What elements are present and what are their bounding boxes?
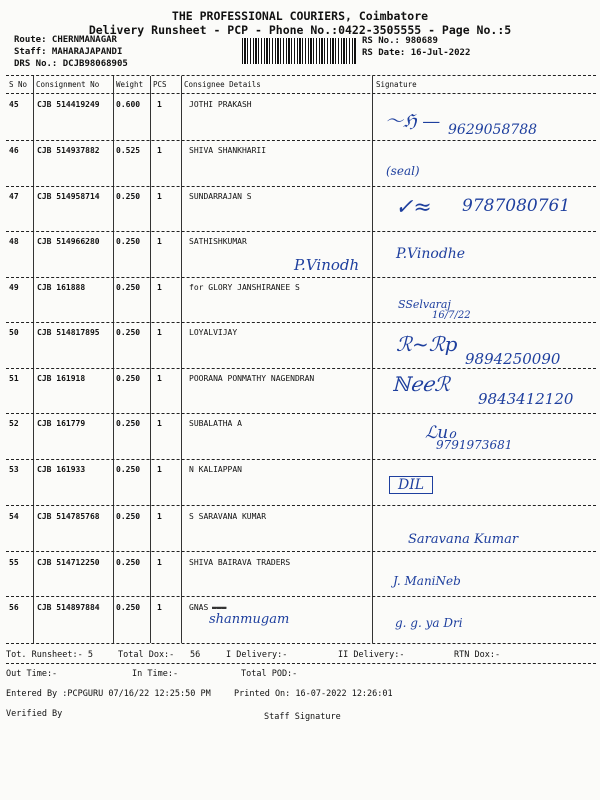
column-divider <box>372 76 373 643</box>
row-signature: Saravana Kumar <box>408 532 519 547</box>
col-consignment: Consignment No <box>36 80 100 89</box>
handwritten-receiver-name: P.Vinodh <box>294 256 360 274</box>
row-signature: J. ManiNeb <box>393 574 461 588</box>
row-rule <box>6 186 596 187</box>
row-sno: 53 <box>9 465 19 474</box>
row-sno: 49 <box>9 283 19 292</box>
rs-date: RS Date: 16-Jul-2022 <box>362 48 471 58</box>
staff-label: Staff: MAHARAJAPANDI <box>14 47 123 57</box>
row-sno: 46 <box>9 146 19 155</box>
row-consignment: CJB 514785768 <box>37 512 100 521</box>
col-consignee: Consignee Details <box>184 80 261 89</box>
row-pcs: 1 <box>157 512 162 521</box>
entered-by: Entered By :PCPGURU 07/16/22 12:25:50 PM <box>6 689 211 699</box>
row-pcs: 1 <box>157 374 162 383</box>
row-sno: 55 <box>9 558 19 567</box>
handwritten-signature: ℛ~ℛp <box>396 332 458 356</box>
row-consignment: CJB 161888 <box>37 283 86 292</box>
row-consignment: CJB 514958714 <box>37 192 100 201</box>
column-divider <box>33 76 34 643</box>
handwritten-receiver-name: shanmugam <box>209 612 290 627</box>
row-consignment: CJB 514897884 <box>37 603 100 612</box>
ii-delivery: II Delivery:- <box>338 650 405 660</box>
row-consignee: S SARAVANA KUMAR <box>189 512 267 521</box>
row-signature: g. g. ya Dri <box>395 616 463 630</box>
row-rule <box>6 596 596 597</box>
col-weight: Weight <box>116 80 144 89</box>
row-weight: 0.525 <box>116 146 141 155</box>
runsheet-title: Delivery Runsheet - PCP - Phone No.:0422-3505555 - Page No.:5 <box>88 23 512 37</box>
row-consignee: for GLORY JANSHIRANEE S <box>189 283 300 292</box>
row-sno: 50 <box>9 328 19 337</box>
col-pcs: PCS <box>153 80 167 89</box>
column-divider <box>150 76 151 643</box>
row-pcs: 1 <box>157 100 162 109</box>
row-rule <box>6 277 596 278</box>
row-weight: 0.250 <box>116 419 141 428</box>
row-pcs: 1 <box>157 146 162 155</box>
handwritten-signature: SSelvaraj <box>398 298 451 311</box>
row-signature: 9843412120 <box>478 390 574 408</box>
row-rule <box>6 368 596 369</box>
row-weight: 0.250 <box>116 512 141 521</box>
row-signature: 16/7/22 <box>432 310 471 321</box>
out-time: Out Time:- <box>6 669 58 679</box>
row-sno: 45 <box>9 100 19 109</box>
struck-text: ▬▬▬ <box>212 603 227 612</box>
row-weight: 0.250 <box>116 558 141 567</box>
row-consignee: SHIVA BAIRAVA TRADERS <box>189 558 291 567</box>
row-consignee: SUBALATHA A <box>189 419 242 428</box>
row-weight: 0.250 <box>116 328 141 337</box>
row-consignment: CJB 514966280 <box>37 237 100 246</box>
row-pcs: 1 <box>157 465 162 474</box>
row-consignee: N KALIAPPAN <box>189 465 242 474</box>
row-consignee: GNAS <box>189 603 209 612</box>
rtn-dox: RTN Dox:- <box>454 650 501 660</box>
row-weight: 0.250 <box>116 283 141 292</box>
row-rule <box>6 231 596 232</box>
row-rule <box>6 322 596 323</box>
handwritten-signature: 〜ℌ︎ — <box>385 111 441 132</box>
i-delivery: I Delivery:- <box>226 650 288 660</box>
row-signature: 9894250090 <box>465 350 561 368</box>
row-sno: 51 <box>9 374 19 383</box>
drs-number: DRS No.: DCJB98068905 <box>14 59 128 69</box>
staff-signature: Staff Signature <box>264 712 341 722</box>
row-consignment: CJB 514419249 <box>37 100 100 109</box>
row-rule <box>6 140 596 141</box>
row-pcs: 1 <box>157 603 162 612</box>
row-sno: 47 <box>9 192 19 201</box>
row-signature: 9629058788 <box>448 122 538 138</box>
row-consignment: CJB 161918 <box>37 374 86 383</box>
row-consignment: CJB 514712250 <box>37 558 100 567</box>
row-consignment: CJB 161779 <box>37 419 86 428</box>
row-pcs: 1 <box>157 328 162 337</box>
row-consignee: POORANA PONMATHY NAGENDRAN <box>189 374 315 383</box>
total-dox-value: 56 <box>190 650 201 660</box>
row-consignment: CJB 514817895 <box>37 328 100 337</box>
col-signature: Signature <box>376 80 417 89</box>
column-divider <box>181 76 182 643</box>
table-bottom-rule <box>6 643 596 644</box>
row-consignment: CJB 161933 <box>37 465 86 474</box>
handwritten-signature: ✓≈ <box>395 195 432 220</box>
row-consignee: SUNDARRAJAN S <box>189 192 252 201</box>
col-sno: S No <box>9 80 28 89</box>
rs-number: RS No.: 980689 <box>362 36 438 46</box>
row-signature: 9791973681 <box>436 438 513 452</box>
row-rule <box>6 459 596 460</box>
column-divider <box>113 76 114 643</box>
row-weight: 0.250 <box>116 465 141 474</box>
total-pod: Total POD:- <box>241 669 298 679</box>
handwritten-signature: ℒuℴ <box>425 423 457 443</box>
row-signature: (seal) <box>386 164 420 178</box>
row-signature: 9787080761 <box>462 196 571 216</box>
row-rule <box>6 505 596 506</box>
row-sno: 54 <box>9 512 19 521</box>
row-weight: 0.250 <box>116 603 141 612</box>
row-pcs: 1 <box>157 283 162 292</box>
row-weight: 0.250 <box>116 192 141 201</box>
row-rule <box>6 413 596 414</box>
row-weight: 0.250 <box>116 237 141 246</box>
row-pcs: 1 <box>157 192 162 201</box>
row-signature: P.Vinodhe <box>396 246 466 262</box>
row-consignee: SATHISHKUMAR <box>189 237 247 246</box>
row-pcs: 1 <box>157 558 162 567</box>
route-label: Route: CHERNMANAGAR <box>14 35 117 45</box>
row-pcs: 1 <box>157 237 162 246</box>
table-header-rule <box>6 93 596 94</box>
handwritten-signature: ℕℯℯℛ <box>392 372 450 396</box>
company-title: THE PROFESSIONAL COURIERS, Coimbatore <box>171 9 429 23</box>
verified-by: Verified By <box>6 709 63 719</box>
in-time: In Time:- <box>132 669 179 679</box>
row-sno: 48 <box>9 237 19 246</box>
footer-rule <box>6 663 596 664</box>
barcode <box>242 38 356 64</box>
table-top-rule <box>6 75 596 76</box>
printed-on: Printed On: 16-07-2022 12:26:01 <box>234 689 393 699</box>
tot-runsheet: Tot. Runsheet:- 5 <box>6 650 93 660</box>
row-weight: 0.250 <box>116 374 141 383</box>
total-dox-label: Total Dox:- <box>118 650 175 660</box>
row-weight: 0.600 <box>116 100 141 109</box>
row-consignment: CJB 514937882 <box>37 146 100 155</box>
row-consignee: LOYALVIJAY <box>189 328 238 337</box>
row-rule <box>6 551 596 552</box>
row-consignee: SHIVA SHANKHARII <box>189 146 267 155</box>
row-pcs: 1 <box>157 419 162 428</box>
row-sno: 52 <box>9 419 19 428</box>
row-consignee: JOTHI PRAKASH <box>189 100 252 109</box>
row-signature: DIL <box>389 476 433 494</box>
row-sno: 56 <box>9 603 19 612</box>
